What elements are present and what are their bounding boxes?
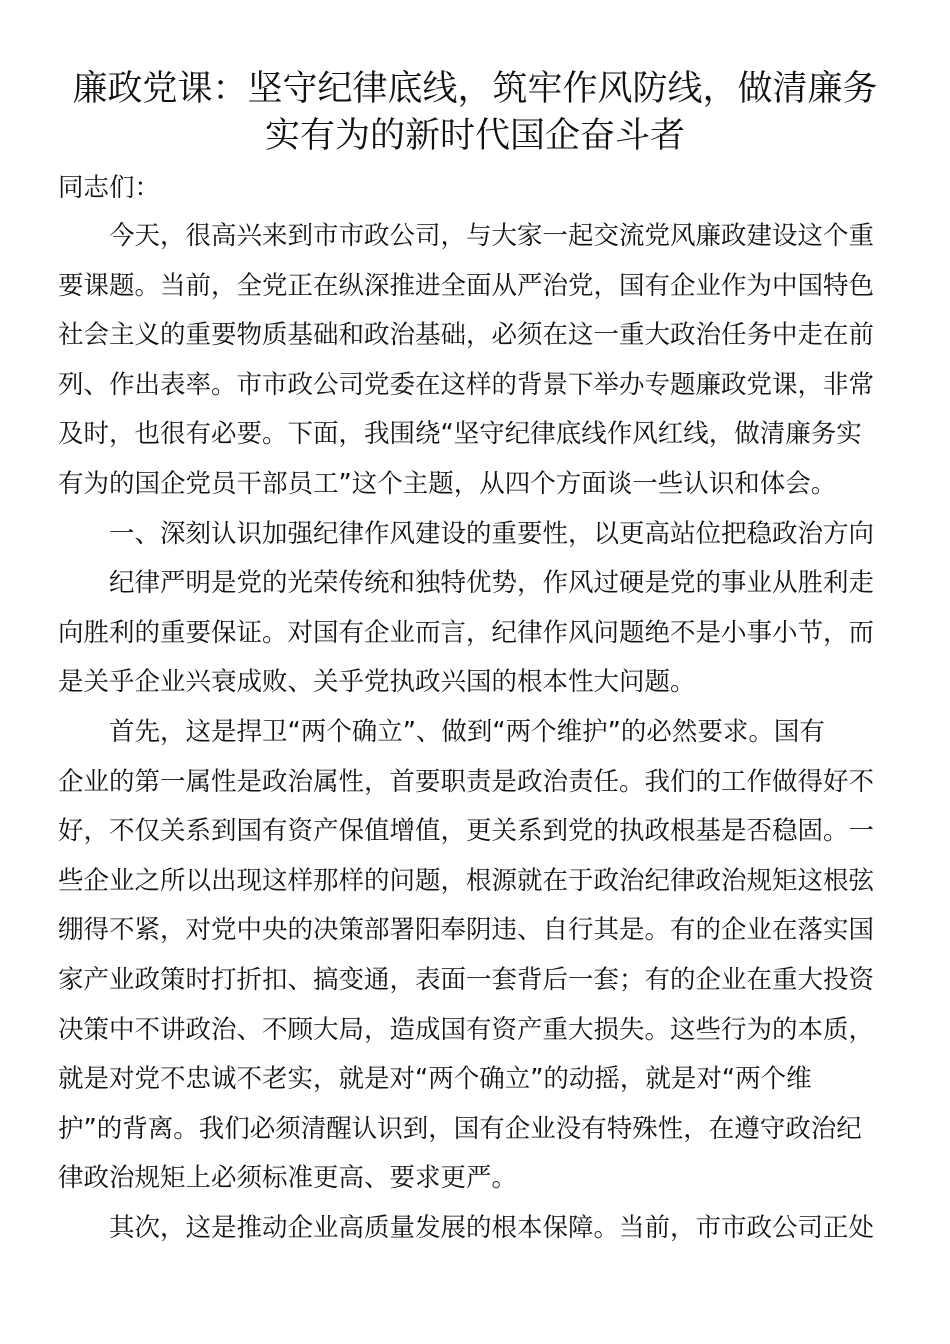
- document-body: [58, 164, 878, 1253]
- text-line: 有为的国企党员干部员工”这个主题，从四个方面谈一些认识和体会。: [58, 468, 837, 499]
- title-line-1: 廉政党课：坚守纪律底线，筑牢作风防线，做清廉务: [72, 69, 878, 109]
- text-line: 律政治规矩上必须标准更高、要求更严。: [58, 1163, 518, 1194]
- paragraph-intro: [58, 212, 878, 510]
- text-line: 是关乎企业兴衰成败、关乎党执政兴国的根本性大问题。: [58, 667, 696, 698]
- text-line: 绷得不紧，对党中央的决策部署阳奉阴违、自行其是。有的企业在落实国: [58, 915, 875, 946]
- text-line: 就是对党不忠诚不老实，就是对“两个确立”的动摇，就是对“两个维: [58, 1064, 812, 1095]
- paragraph-second-point: [58, 1204, 878, 1254]
- text-line: 要课题。当前，全党正在纵深推进全面从严治党，国有企业作为中国特色: [58, 270, 875, 301]
- text-line: 好，不仅关系到国有资产保值增值，更关系到党的执政根基是否稳固。一: [58, 816, 875, 847]
- text-line: 向胜利的重要保证。对国有企业而言，纪律作风问题绝不是小事小节，而: [58, 617, 875, 648]
- paragraph-first-point: [58, 708, 878, 1204]
- text-line: 社会主义的重要物质基础和政治基础，必须在这一重大政治任务中走在前: [58, 320, 875, 351]
- text-line: 企业的第一属性是政治属性，首要职责是政治责任。我们的工作做得好不: [58, 766, 875, 797]
- text-line: 首先，这是捍卫“两个确立”、做到“两个维护”的必然要求。国有: [109, 716, 825, 747]
- title-line-2: 实有为的新时代国企奋斗者: [264, 116, 685, 156]
- text-line: 家产业政策时打折扣、搞变通，表面一套背后一套；有的企业在重大投资: [58, 964, 875, 995]
- text-line: 护”的背离。我们必须清醒认识到，国有企业没有特殊性，在遵守政治纪: [58, 1113, 862, 1144]
- salutation: 同志们：: [58, 173, 161, 203]
- text-line: 纪律严明是党的光荣传统和独特优势，作风过硬是党的事业从胜利走: [109, 568, 875, 599]
- text-line: 些企业之所以出现这样那样的问题，根源就在于政治纪律政治规矩这根弦: [58, 865, 875, 896]
- text-line: 及时，也很有必要。下面，我围绕“坚守纪律底线作风红线，做清廉务实: [58, 419, 862, 450]
- text-line: 决策中不讲政治、不顾大局，造成国有资产重大损失。这些行为的本质，: [58, 1014, 875, 1045]
- text-line: 其次，这是推动企业高质量发展的根本保障。当前，市市政公司正处: [109, 1212, 875, 1243]
- text-line: 列、作出表率。市市政公司党委在这样的背景下举办专题廉政党课，非常: [58, 369, 875, 400]
- section-heading-1: [58, 510, 878, 560]
- text-line: 今天，很高兴来到市市政公司，与大家一起交流党风廉政建设这个重: [109, 221, 875, 251]
- paragraph-discipline: [58, 559, 878, 708]
- section-heading: 一、深刻认识加强纪律作风建设的重要性，以更高站位把稳政治方向: [109, 518, 875, 549]
- document-title: [40, 66, 910, 160]
